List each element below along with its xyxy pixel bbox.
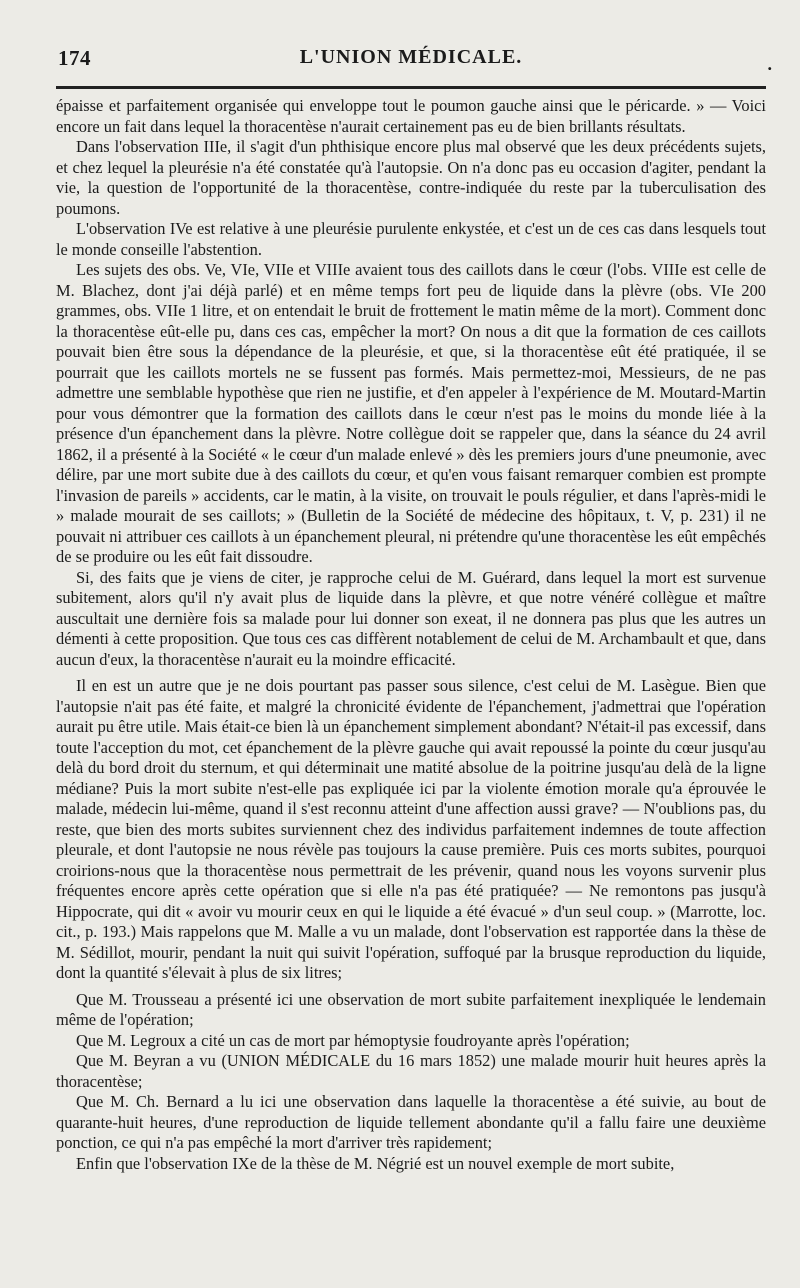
paragraph-2: Dans l'observation IIIe, il s'agit d'un phthisique encore plus mal observé que les deux précédents sujets, et chez lequel la pleurésie n'a été constatée qu'à l'autopsie. On n'a donc pas eu occasion d'agiter, pendant la vie, la question de l'opportunité de la thoracentèse, contre-indiquée du reste par la tuberculisation des poumons.	[56, 137, 766, 218]
header-rule	[56, 86, 766, 89]
body-text	[56, 96, 766, 1174]
paragraph-1: épaisse et parfaitement organisée qui enveloppe tout le poumon gauche ainsi que le péricarde. » — Voici encore un fait dans lequel la thoracentèse n'aurait certainement pas eu de bien brillants résultats.	[56, 96, 766, 136]
paragraph-9: Que M. Beyran a vu (UNION MÉDICALE du 16 mars 1852) une malade mourir huit heures après la thoracentèse;	[56, 1051, 766, 1091]
header-mark: .	[767, 54, 772, 74]
paragraph-11: Enfin que l'observation IXe de la thèse de M. Négrié est un nouvel exemple de mort subite,	[76, 1153, 675, 1173]
paragraph-5: Si, des faits que je viens de citer, je rapproche celui de M. Guérard, dans lequel la mort est survenue subitement, alors qu'il n'y avait plus de liquide dans la plèvre, et que notre vénéré collègue et maître auscultait une dernière fois sa malade pour lui donner son exeat, il ne donnera pas plus que les autres un démenti à cette proposition. Que tous ces cas diffèrent notablement de celui de M. Archambault et que, dans aucun d'eux, la thoracentèse n'aurait eu la moindre efficacité.	[56, 567, 766, 669]
running-title: L'UNION MÉDICALE.	[299, 46, 523, 68]
paragraph-6: Il en est un autre que je ne dois pourtant pas passer sous silence, c'est celui de M. Lasègue. Bien que l'autopsie n'ait pas été faite, et malgré la chronicité évidente de l'épanchement, j'admettrai que l'opération aurait pu être utile. Mais était-ce bien là un épanchement simplement abondant? N'était-il pas excessif, dans toute l'acception du mot, cet épanchement de la plèvre gauche qui avait repoussé la pointe du cœur jusqu'au delà du bord droit du sternum, et qui déterminait une matité absolue de la poitrine jusqu'au delà de la ligne médiane? Puis la mort subite n'est-elle pas expliquée ici par la violente émotion morale qu'a éprouvée le malade, médecin lui-même, quand il s'est reconnu atteint d'une affection aussi grave? — N'oublions pas, du reste, que bien des morts subites surviennent chez des individus parfaitement indemnes de toute affection pleurale, et dont l'autopsie ne nous révèle pas toujours la cause première. Puis ces morts subites, pourquoi croirions-nous que la thoracentèse nous permettrait de les prévenir, quand nous les voyons survenir plus fréquentes encore après cette opération que si elle n'a pas été pratiquée? — Ne remontons pas jusqu'à Hippocrate, qui dit « avoir vu mourir ceux en qui le liquide a été évacué » d'un seul coup. » (Marrotte, loc. cit., p. 193.) Mais rappelons que M. Malle a vu un malade, dont l'observation est rapportée dans la thèse de M. Sédillot, mourir, pendant la nuit qui suivit l'opération, suffoqué par la brusque reproduction du liquide, dont la quantité s'élevait à plus de six litres;	[56, 676, 766, 982]
page-number: 174	[58, 46, 91, 70]
paragraph-8: Que M. Legroux a cité un cas de mort par hémoptysie foudroyante après l'opération;	[76, 1030, 630, 1050]
paragraph-3: L'observation IVe est relative à une pleurésie purulente enkystée, et c'est un de ces cas dans lesquels tout le monde conseille l'abstention.	[56, 219, 766, 259]
paragraph-4: Les sujets des obs. Ve, VIe, VIIe et VIIIe avaient tous des caillots dans le cœur (l'obs. VIIIe est celle de M. Blachez, dont j'ai déjà parlé) et en même temps fort peu de liquide dans la plèvre (obs. VIe 200 grammes, obs. VIIe 1 litre, et on entendait le bruit de frottement le matin même de la mort). Comment donc la thoracentèse eût-elle pu, dans ces cas, empêcher la mort? On nous a dit que la formation de ces caillots pouvait bien être sous la dépendance de la pleurésie, et que, si la thoracentèse eût été pratiquée, il se pourrait que les caillots mortels ne se fussent pas formés. Mais permettez-moi, Messieurs, de ne pas admettre une semblable hypothèse que rien ne justifie, et d'en appeler à l'expérience de M. Moutard-Martin pour vous démontrer que la formation des caillots dans le cœur n'est pas le moins du monde liée à la présence d'un épanchement dans la plèvre. Notre collègue doit se rappeler que, dans la séance du 24 avril 1862, il a présenté à la Société « le cœur d'un malade enlevé » dès les premiers jours d'une pneumonie, avec délire, par une mort subite due à des caillots du cœur, et qu'en vous faisant remarquer combien est prompte l'invasion de pareils » accidents, car le matin, à la visite, on trouvait le pouls régulier, et dans l'après-midi le » malade mourait de ses caillots; » (Bulletin de la Société de médecine des hôpitaux, t. V, p. 231) il ne pouvait ni attribuer ces caillots à un épanchement pleural, ni prétendre qu'une thoracentèse les eût empêchés de se produire ou les eût fait dissoudre.	[56, 260, 766, 566]
paragraph-10: Que M. Ch. Bernard a lu ici une observation dans laquelle la thoracentèse a été suivie, au bout de quarante-huit heures, d'une reproduction de liquide tellement abondante qu'il a fallu faire une deuxième ponction, ce qui n'a pas empêché la mort d'arriver très rapidement;	[56, 1092, 766, 1152]
paragraph-7: Que M. Trousseau a présenté ici une observation de mort subite parfaitement inexpliquée le lendemain même de l'opération;	[56, 989, 766, 1029]
page-header	[56, 0, 772, 74]
